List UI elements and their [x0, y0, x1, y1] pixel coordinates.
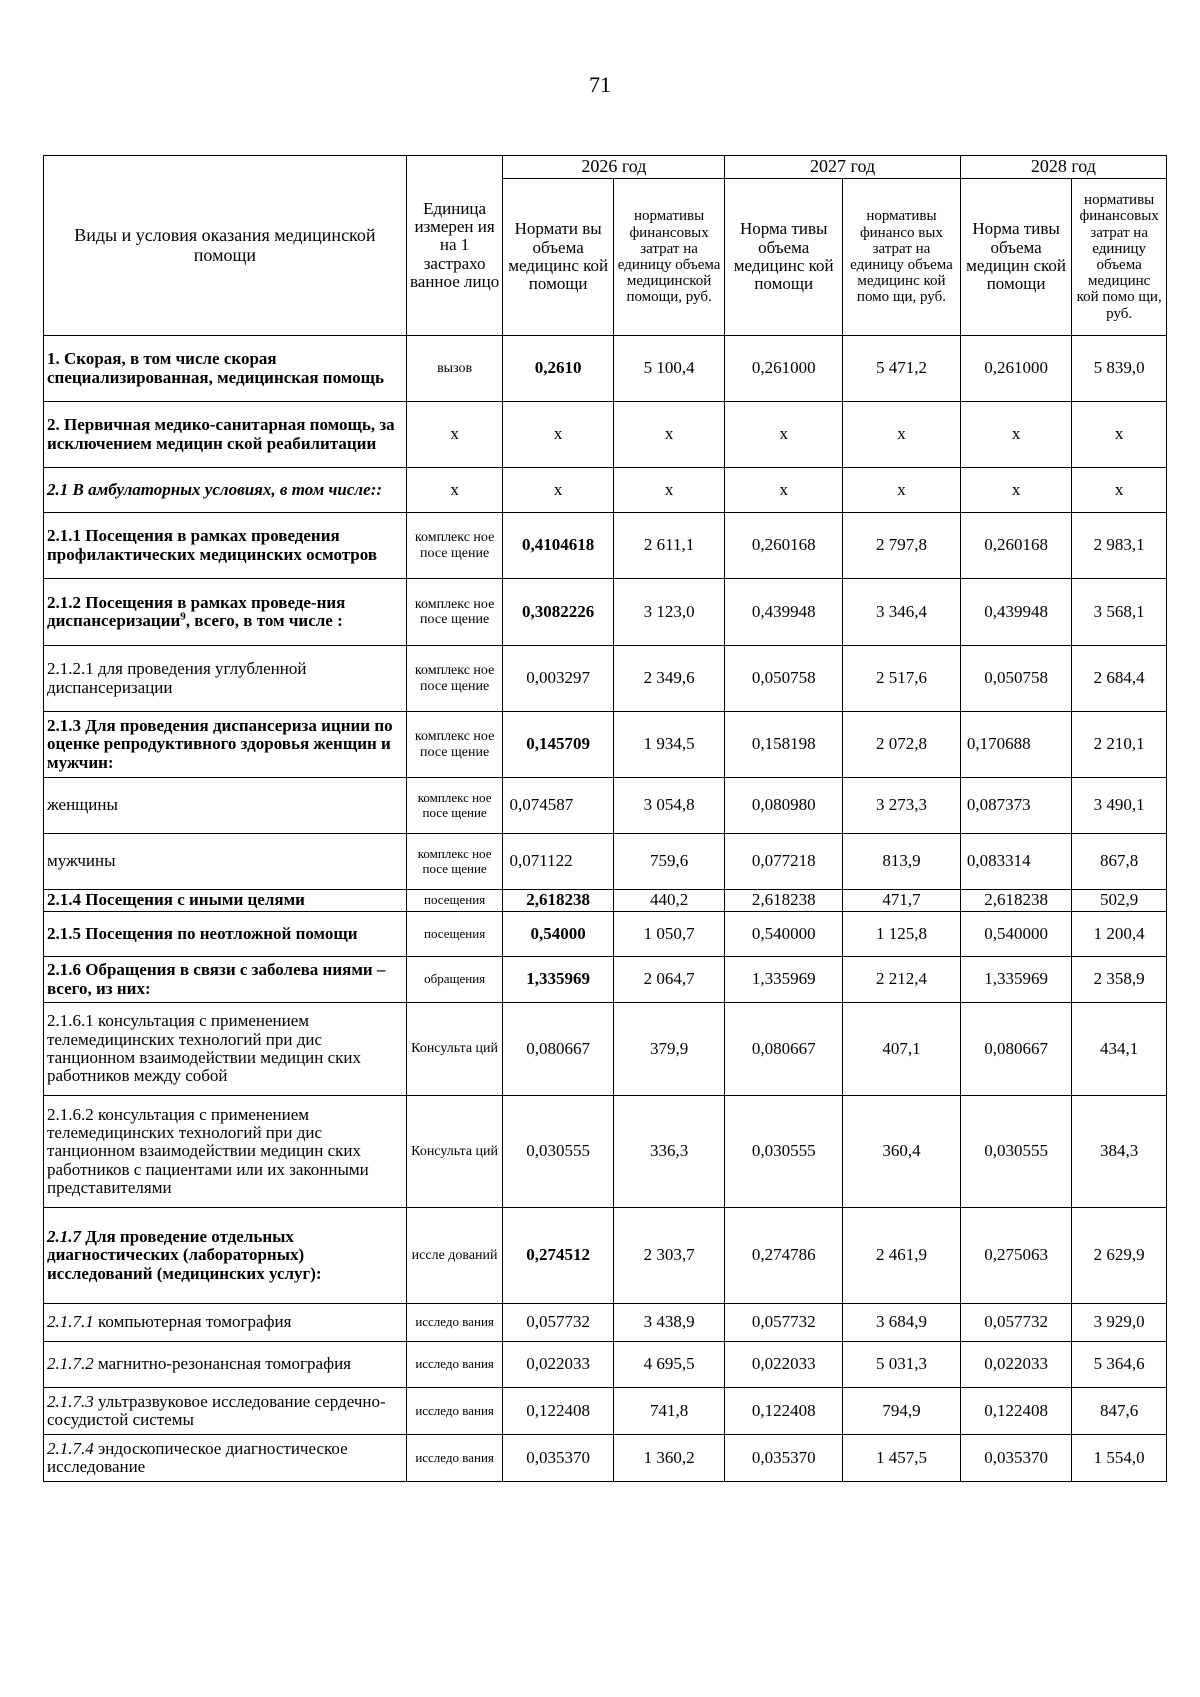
row-vol-2026: 0,035370 [503, 1435, 613, 1482]
row-vol-2027: 0,439948 [725, 579, 843, 646]
row-unit: комплекс ное посе щение [406, 646, 503, 712]
header-vol-2026: Нормати вы объема медицинс кой помощи [503, 179, 613, 336]
row-fin-2027: 1 457,5 [843, 1435, 961, 1482]
row-fin-2027: 471,7 [843, 890, 961, 912]
row-vol-2026: 0,4104618 [503, 513, 613, 579]
row-fin-2028: 1 200,4 [1072, 912, 1167, 957]
row-vol-2027: 0,260168 [725, 513, 843, 579]
row-unit: комплекс ное посе щение [406, 778, 503, 834]
row-fin-2027: 5 031,3 [843, 1342, 961, 1388]
row-fin-2026: 3 438,9 [613, 1304, 724, 1342]
row-vol-2026: 0,54000 [503, 912, 613, 957]
row-name [44, 579, 407, 646]
header-fin-2028: нормативы финансовых затрат на единицу объема медицинс кой помо щи, руб. [1072, 179, 1167, 336]
row-vol-2027: 0,540000 [725, 912, 843, 957]
table-row [44, 890, 1167, 912]
row-unit: обращения [406, 957, 503, 1003]
table-row [44, 1388, 1167, 1435]
row-vol-2028: 0,260168 [960, 513, 1071, 579]
row-fin-2026: 2 611,1 [613, 513, 724, 579]
row-fin-2026: 741,8 [613, 1388, 724, 1435]
row-unit: исследо вания [406, 1388, 503, 1435]
row-fin-2026: 440,2 [613, 890, 724, 912]
row-vol-2028: 0,057732 [960, 1304, 1071, 1342]
row-vol-2026: 0,003297 [503, 646, 613, 712]
row-fin-2027: 2 797,8 [843, 513, 961, 579]
row-vol-2026: 0,2610 [503, 336, 613, 402]
row-unit: х [406, 402, 503, 468]
row-name-text: 2.1.7.4 [47, 1438, 94, 1458]
row-name-text: 2.1.2 Посещения в рамках проведе-ния диспансеризации [47, 592, 346, 630]
row-name: 2.1.6 Обращения в связи с заболева ниями – всего, из них: [44, 957, 407, 1003]
row-unit: х [406, 468, 503, 513]
row-name: 2.1.5 Посещения по неотложной помощи [44, 912, 407, 957]
row-name [44, 1342, 407, 1388]
row-fin-2026: 3 054,8 [613, 778, 724, 834]
row-fin-2026: 1 934,5 [613, 712, 724, 778]
row-fin-2027: 1 125,8 [843, 912, 961, 957]
row-fin-2028: 2 983,1 [1072, 513, 1167, 579]
row-name-text: 2.1.7.3 [47, 1391, 94, 1411]
row-unit: иссле дований [406, 1208, 503, 1304]
row-fin-2028: 434,1 [1072, 1003, 1167, 1096]
row-unit: исследо вания [406, 1342, 503, 1388]
row-fin-2028: х [1072, 402, 1167, 468]
row-fin-2028: 384,3 [1072, 1096, 1167, 1208]
row-fin-2026: 1 050,7 [613, 912, 724, 957]
row-vol-2027: 0,022033 [725, 1342, 843, 1388]
row-name: 2.1.4 Посещения с иными целями [44, 890, 407, 912]
header-vol-2027: Норма тивы объема медицинс кой помощи [725, 179, 843, 336]
row-fin-2028: 3 490,1 [1072, 778, 1167, 834]
row-unit: посещения [406, 890, 503, 912]
row-name [44, 1208, 407, 1304]
row-name-text: 2.1.7.2 [47, 1354, 94, 1374]
row-vol-2028: х [960, 402, 1071, 468]
table-row [44, 1096, 1167, 1208]
row-name-text: эндоскопическое диагностическое исследование [47, 1438, 348, 1476]
header-fin-2026: нормативы финансовых затрат на единицу объема медицинской помощи, руб. [613, 179, 724, 336]
row-vol-2027: х [725, 402, 843, 468]
row-vol-2027: 0,080980 [725, 778, 843, 834]
row-fin-2028: 2 210,1 [1072, 712, 1167, 778]
row-fin-2027: х [843, 402, 961, 468]
row-vol-2027: 0,080667 [725, 1003, 843, 1096]
row-fin-2027: 3 273,3 [843, 778, 961, 834]
header-year-2026: 2026 год [503, 156, 725, 179]
row-fin-2028: 502,9 [1072, 890, 1167, 912]
row-vol-2026: 0,080667 [503, 1003, 613, 1096]
row-vol-2028: 0,170688 [960, 712, 1071, 778]
table-row [44, 513, 1167, 579]
row-fin-2026: 2 303,7 [613, 1208, 724, 1304]
row-fin-2027: 407,1 [843, 1003, 961, 1096]
header-row-years [44, 156, 1167, 179]
row-name: 1. Скорая, в том числе скорая специализированная, медицинская помощь [44, 336, 407, 402]
row-fin-2028: 867,8 [1072, 834, 1167, 890]
row-fin-2026: 2 064,7 [613, 957, 724, 1003]
row-fin-2026: 4 695,5 [613, 1342, 724, 1388]
row-fin-2028: 3 929,0 [1072, 1304, 1167, 1342]
row-unit: вызов [406, 336, 503, 402]
row-fin-2027: 3 684,9 [843, 1304, 961, 1342]
row-vol-2028: 0,439948 [960, 579, 1071, 646]
row-unit: Консульта ций [406, 1096, 503, 1208]
row-fin-2027: 2 517,6 [843, 646, 961, 712]
table-row [44, 1304, 1167, 1342]
row-vol-2026: 1,335969 [503, 957, 613, 1003]
row-fin-2028: 5 364,6 [1072, 1342, 1167, 1388]
row-vol-2027: 1,335969 [725, 957, 843, 1003]
row-fin-2027: 794,9 [843, 1388, 961, 1435]
row-vol-2028: 0,035370 [960, 1435, 1071, 1482]
row-fin-2028: 2 629,9 [1072, 1208, 1167, 1304]
row-fin-2026: 5 100,4 [613, 336, 724, 402]
row-name-text: 2.1.7 [47, 1226, 81, 1246]
row-vol-2028: 0,083314 [960, 834, 1071, 890]
header-vol-2028: Норма тивы объема медицин ской помощи [960, 179, 1071, 336]
row-fin-2028: 847,6 [1072, 1388, 1167, 1435]
row-vol-2027: 0,030555 [725, 1096, 843, 1208]
header-unit: Единица измерен ия на 1 застрахо ванное лицо [406, 156, 503, 336]
table-row [44, 778, 1167, 834]
row-unit: исследо вания [406, 1304, 503, 1342]
row-fin-2026: 1 360,2 [613, 1435, 724, 1482]
row-fin-2028: 5 839,0 [1072, 336, 1167, 402]
row-unit: комплекс ное посе щение [406, 513, 503, 579]
table-row [44, 1003, 1167, 1096]
row-vol-2026: х [503, 402, 613, 468]
row-vol-2028: 0,050758 [960, 646, 1071, 712]
header-name: Виды и условия оказания медицинской помощи [44, 156, 407, 336]
row-fin-2028: 2 358,9 [1072, 957, 1167, 1003]
row-fin-2028: х [1072, 468, 1167, 513]
row-vol-2027: 0,035370 [725, 1435, 843, 1482]
row-fin-2026: 336,3 [613, 1096, 724, 1208]
row-name: 2.1.6.2 консультация с применением телемедицинских технологий при дис танционном взаимодействии медицин ских работников с пациентами или их законными представителями [44, 1096, 407, 1208]
row-name-text: компьютерная томография [93, 1312, 292, 1332]
row-vol-2028: 0,540000 [960, 912, 1071, 957]
row-name-text: магнитно-резонансная томография [93, 1354, 351, 1374]
row-vol-2028: 0,122408 [960, 1388, 1071, 1435]
row-name [44, 1304, 407, 1342]
row-vol-2027: х [725, 468, 843, 513]
row-vol-2027: 2,618238 [725, 890, 843, 912]
row-fin-2026: 3 123,0 [613, 579, 724, 646]
row-name: 2.1 В амбулаторных условиях, в том числе:: [44, 468, 407, 513]
row-name-text: Для проведение отдельных диагностических (лабораторных) исследований (медицинских услуг): [47, 1226, 322, 1283]
row-fin-2027: 2 212,4 [843, 957, 961, 1003]
row-vol-2027: 0,050758 [725, 646, 843, 712]
row-name: 2.1.6.1 консультация с применением телемедицинских технологий при дис танционном взаимодействии медицин ских работников между собой [44, 1003, 407, 1096]
row-fin-2027: х [843, 468, 961, 513]
row-vol-2026: 0,071122 [503, 834, 613, 890]
row-vol-2028: 1,335969 [960, 957, 1071, 1003]
row-name: 2.1.3 Для проведения диспансериза ицнии по оценке репродуктивного здоровья женщин и мужчин: [44, 712, 407, 778]
row-unit: комплекс ное посе щение [406, 712, 503, 778]
row-fin-2028: 3 568,1 [1072, 579, 1167, 646]
table-row [44, 402, 1167, 468]
table-row [44, 336, 1167, 402]
row-vol-2026: 0,030555 [503, 1096, 613, 1208]
row-name [44, 1388, 407, 1435]
row-unit: комплекс ное посе щение [406, 834, 503, 890]
row-unit: исследо вания [406, 1435, 503, 1482]
row-name: женщины [44, 778, 407, 834]
row-fin-2028: 2 684,4 [1072, 646, 1167, 712]
row-fin-2026: х [613, 402, 724, 468]
row-fin-2026: 2 349,6 [613, 646, 724, 712]
row-vol-2027: 0,261000 [725, 336, 843, 402]
row-fin-2027: 360,4 [843, 1096, 961, 1208]
footnote-ref: 9 [180, 610, 186, 623]
row-vol-2026: 0,074587 [503, 778, 613, 834]
row-name: 2.1.1 Посещения в рамках проведения профилактических медицинских осмотров [44, 513, 407, 579]
row-name: 2. Первичная медико-санитарная помощь, за исключением медицин ской реабилитации [44, 402, 407, 468]
row-vol-2028: 0,087373 [960, 778, 1071, 834]
header-fin-2027: нормативы финансо вых затрат на единицу объема медицинс кой помо щи, руб. [843, 179, 961, 336]
row-name-text: ультразвуковое исследование сердечно-сосудистой системы [47, 1391, 386, 1429]
row-fin-2027: 5 471,2 [843, 336, 961, 402]
row-vol-2028: 2,618238 [960, 890, 1071, 912]
table-row [44, 1342, 1167, 1388]
row-fin-2026: х [613, 468, 724, 513]
table-row [44, 957, 1167, 1003]
row-vol-2026: 0,3082226 [503, 579, 613, 646]
table-row [44, 1208, 1167, 1304]
row-vol-2028: 0,030555 [960, 1096, 1071, 1208]
row-vol-2026: 0,122408 [503, 1388, 613, 1435]
row-vol-2028: х [960, 468, 1071, 513]
row-vol-2027: 0,122408 [725, 1388, 843, 1435]
row-unit: комплекс ное посе щение [406, 579, 503, 646]
row-name [44, 1435, 407, 1482]
row-fin-2027: 813,9 [843, 834, 961, 890]
row-vol-2027: 0,057732 [725, 1304, 843, 1342]
row-vol-2026: 0,145709 [503, 712, 613, 778]
row-name-text: 2.1.7.1 [47, 1312, 94, 1332]
row-vol-2028: 0,261000 [960, 336, 1071, 402]
row-vol-2026: 2,618238 [503, 890, 613, 912]
table-row [44, 712, 1167, 778]
row-name-text: , всего, в том числе : [185, 611, 343, 630]
row-vol-2027: 0,274786 [725, 1208, 843, 1304]
table-row [44, 912, 1167, 957]
row-unit: Консульта ций [406, 1003, 503, 1096]
table-row [44, 468, 1167, 513]
row-vol-2028: 0,275063 [960, 1208, 1071, 1304]
row-unit: посещения [406, 912, 503, 957]
row-name: мужчины [44, 834, 407, 890]
row-vol-2026: х [503, 468, 613, 513]
row-fin-2027: 2 461,9 [843, 1208, 961, 1304]
table-row [44, 646, 1167, 712]
table-row [44, 579, 1167, 646]
row-fin-2027: 3 346,4 [843, 579, 961, 646]
row-fin-2027: 2 072,8 [843, 712, 961, 778]
row-vol-2026: 0,274512 [503, 1208, 613, 1304]
header-year-2027: 2027 год [725, 156, 961, 179]
table-row [44, 1435, 1167, 1482]
row-vol-2026: 0,022033 [503, 1342, 613, 1388]
row-name: 2.1.2.1 для проведения углубленной диспансеризации [44, 646, 407, 712]
row-vol-2028: 0,080667 [960, 1003, 1071, 1096]
table-row [44, 834, 1167, 890]
row-fin-2026: 379,9 [613, 1003, 724, 1096]
row-vol-2027: 0,158198 [725, 712, 843, 778]
page-number: 71 [589, 72, 611, 97]
row-vol-2028: 0,022033 [960, 1342, 1071, 1388]
row-fin-2026: 759,6 [613, 834, 724, 890]
norms-table [43, 155, 1167, 1482]
row-fin-2028: 1 554,0 [1072, 1435, 1167, 1482]
row-vol-2027: 0,077218 [725, 834, 843, 890]
row-vol-2026: 0,057732 [503, 1304, 613, 1342]
header-year-2028: 2028 год [960, 156, 1166, 179]
